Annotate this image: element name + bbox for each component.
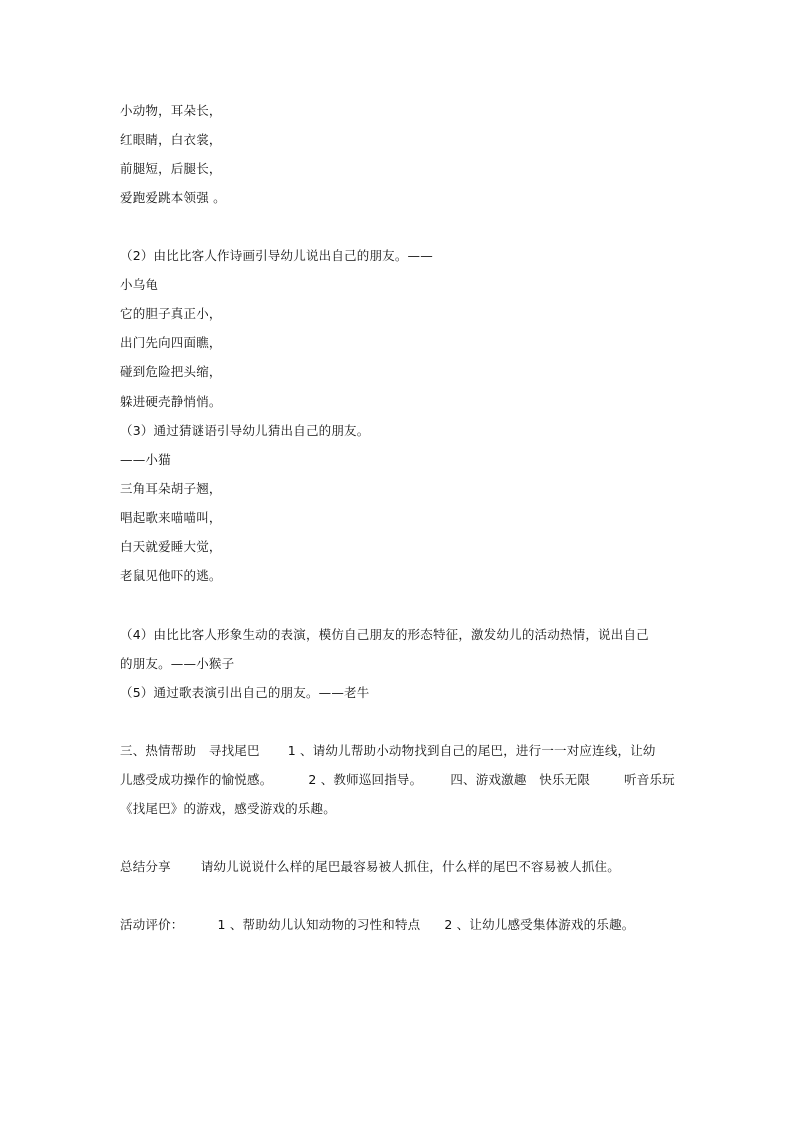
turtle-poem-line-2: 出门先向四面瞧， [120,335,222,350]
summary-text: 请幼儿说说什么样的尾巴最容易被人抓住，什么样的尾巴不容易被人抓住。 [200,859,620,874]
section3-line-2 [120,772,675,788]
section4-text: 听音乐玩 [624,772,675,787]
step2-animal: 小乌龟 [120,277,159,292]
section4-title: 四、游戏激趣 快乐无限 [450,772,591,787]
turtle-poem-line-4: 躲进硬壳静悄悄。 [120,394,222,409]
summary-line [120,859,620,875]
rabbit-poem-line-1: 小动物，耳朵长， [120,103,222,118]
section3-item1-cont: 儿感受成功操作的愉悦感。 [120,772,273,787]
turtle-poem-line-1: 它的胆子真正小， [120,306,222,321]
cat-poem-line-1: 三角耳朵胡子翘， [120,481,222,496]
step2-heading: （2）由比比客人作诗画引导幼儿说出自己的朋友。—— [120,248,433,263]
summary-label: 总结分享 [120,859,171,874]
evaluation-label: 活动评价： [120,917,184,932]
evaluation-line [120,917,634,933]
evaluation-item-1: 1 、帮助幼儿认知动物的习性和特点 [217,917,421,932]
cat-poem-line-3: 白天就爱睡大觉， [120,539,222,554]
cat-poem-line-2: 唱起歌来喵喵叫， [120,510,222,525]
step4-line-2: 的朋友。——小猴子 [120,656,235,671]
turtle-poem-line-3: 碰到危险把头缩， [120,364,222,379]
step4-line-1: （4）由比比客人形象生动的表演，模仿自己朋友的形态特征，激发幼儿的活动热情，说出自己 [120,627,649,642]
step3-heading: （3）通过猜谜语引导幼儿猜出自己的朋友。 [120,423,370,438]
section4-line-2: 《找尾巴》的游戏，感受游戏的乐趣。 [120,801,336,816]
rabbit-poem-line-2: 红眼睛，白衣裳， [120,132,222,147]
cat-poem-line-4: 老鼠见他吓的逃。 [120,568,222,583]
step3-animal: ——小猫 [120,452,171,467]
section3-item2: 2 、教师巡回指导。 [308,772,423,787]
step5-line-1: （5）通过歌表演引出自己的朋友。——老牛 [120,685,370,700]
section3-title: 三、热情帮助 寻找尾巴 [120,743,260,758]
section3-line-1 [120,743,656,759]
section3-item1: 1 、请幼儿帮助小动物找到自己的尾巴，进行一一对应连线，让幼 [287,743,656,758]
evaluation-item-2: 2 、让幼儿感受集体游戏的乐趣。 [444,917,635,932]
rabbit-poem-line-4: 爱跑爱跳本领强 。 [120,190,226,205]
rabbit-poem-line-3: 前腿短，后腿长， [120,161,222,176]
